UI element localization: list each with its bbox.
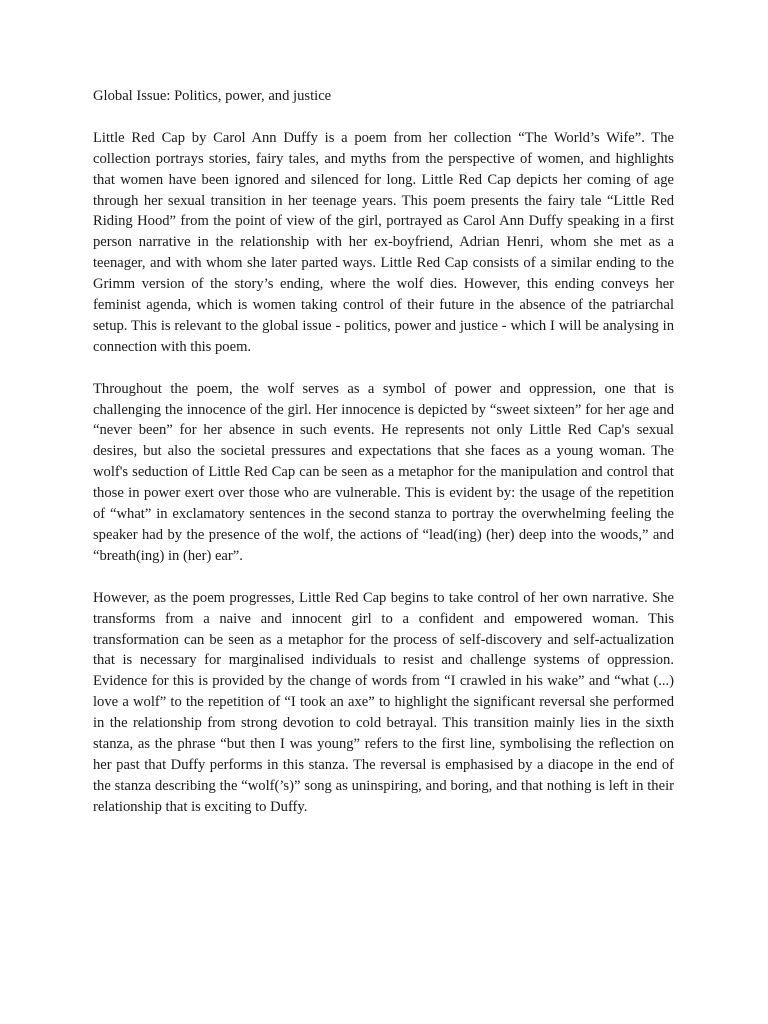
- document-heading: Global Issue: Politics, power, and justice: [93, 88, 332, 104]
- paragraph-introduction: Little Red Cap by Carol Ann Duffy is a poem from her collection “The World’s Wife”. The collection portrays stories, fairy tales, and myths from the perspective of women, and highlights that women have been ignored and silenced for long. Little Red Cap depicts her coming of age through her sexual transition in her teenage years. This poem presents the fairy tale “Little Red Riding Hood” from the point of view of the girl, portrayed as Carol Ann Duffy speaking in a first person narrative in the relationship with her ex-boyfriend, Adrian Henri, whom she met as a teenager, and with whom she later parted ways. Little Red Cap consists of a similar ending to the Grimm version of the story’s ending, where the wolf dies. However, this ending conveys her feminist agenda, which is women taking control of their future in the absence of the patriarchal setup. This is relevant to the global issue - politics, power and justice - which I will be analysing in connection with this poem.: [93, 129, 674, 355]
- document-page: [93, 86, 674, 839]
- paragraph-wolf-symbol: Throughout the poem, the wolf serves as a symbol of power and oppression, one that is challenging the innocence of the girl. Her innocence is depicted by “sweet sixteen” for her age and “never been” for her absence in such events. He represents not only Little Red Cap's sexual desires, but also the societal pressures and expectations that she faces as a young woman. The wolf's seduction of Little Red Cap can be seen as a metaphor for the manipulation and control that those in power exert over those who are vulnerable. This is evident by: the usage of the repetition of “what” in exclamatory sentences in the second stanza to portray the overwhelming feeling the speaker had by the presence of the wolf, the actions of “lead(ing) (her) deep into the woods,” and “breath(ing) in (her) ear”.: [93, 380, 674, 564]
- paragraph-transformation: However, as the poem progresses, Little Red Cap begins to take control of her own narrative. She transforms from a naive and innocent girl to a confident and empowered woman. This transformation can be seen as a metaphor for the process of self-discovery and self-actualization that is necessary for marginalised individuals to resist and challenge systems of oppression. Evidence for this is provided by the change of words from “I crawled in his wake” and “what (...) love a wolf” to the repetition of “I took an axe” to highlight the significant reversal she performed in the relationship from strong devotion to cold betrayal. This transition mainly lies in the sixth stanza, as the phrase “but then I was young” refers to the first line, symbolising the reflection on her past that Duffy performs in this stanza. The reversal is emphasised by a diacope in the end of the stanza describing the “wolf(’s)” song as uninspiring, and boring, and that nothing is left in their relationship that is exciting to Duffy.: [93, 589, 674, 815]
